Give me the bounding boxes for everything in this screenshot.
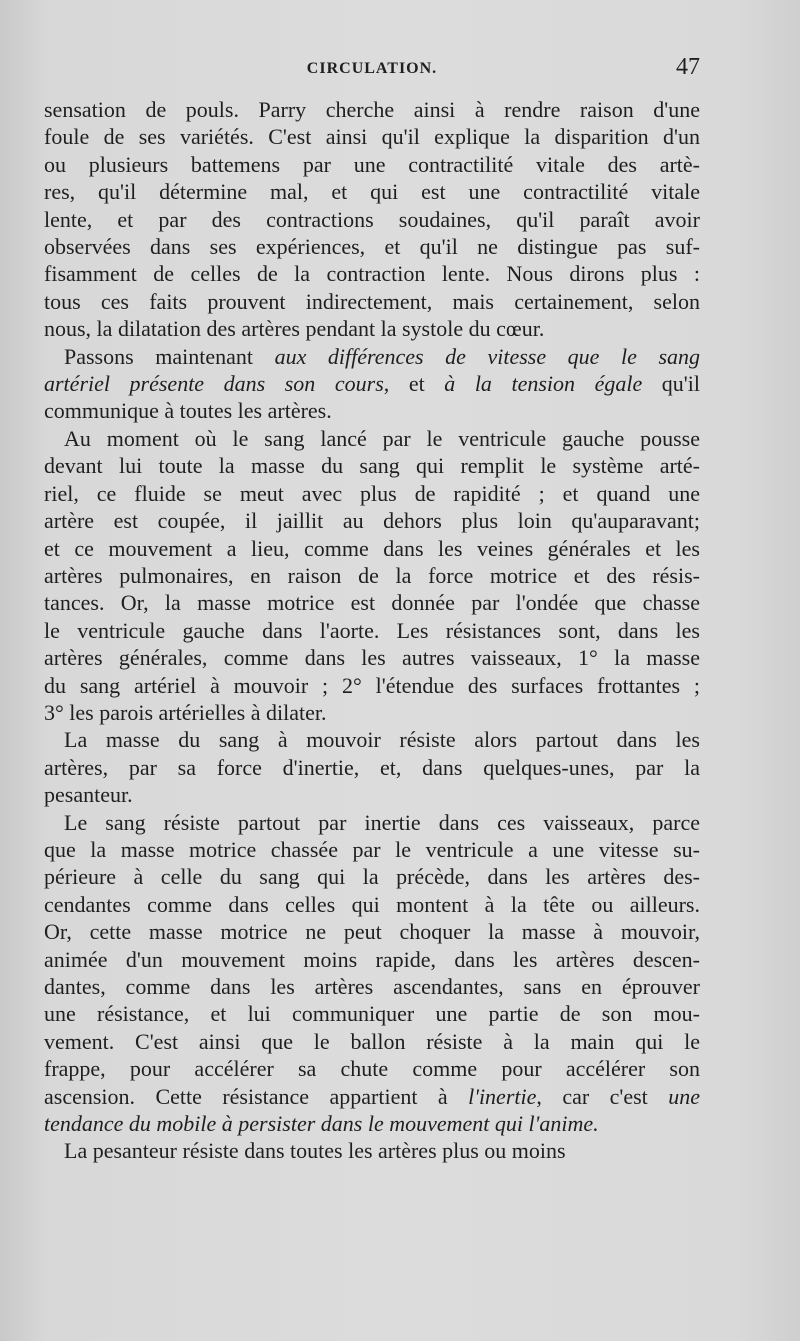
text-run: fisamment de celles de la contraction lente. Nous dirons plus :: [44, 261, 700, 287]
text-line: [44, 1055, 700, 1082]
text-run: riel, ce fluide se meut avec plus de rapidité ; et quand une: [44, 480, 700, 506]
italic-text: une: [668, 1083, 700, 1109]
text-line: [44, 315, 700, 342]
text-line: [44, 343, 700, 370]
text-line: [44, 425, 700, 452]
text-line: [44, 672, 700, 699]
text-line: [44, 178, 700, 205]
text-line: [44, 699, 700, 726]
text-line: [44, 1083, 700, 1110]
text-run: périeure à celle du sang qui la précède, dans les artères des-: [44, 864, 700, 890]
text-run: que la masse motrice chassée par le ventricule a une vitesse su-: [44, 836, 700, 862]
text-line: [44, 891, 700, 918]
text-line: [44, 397, 700, 424]
text-run: qu'il: [642, 371, 700, 397]
text-line: [44, 1137, 700, 1164]
text-line: [44, 535, 700, 562]
text-line: [44, 918, 700, 945]
text-line: [44, 754, 700, 781]
text-line: [44, 589, 700, 616]
text-run: artères, par sa force d'inertie, et, dans quelques-unes, par la: [44, 754, 700, 780]
text-run: du sang artériel à mouvoir ; 2° l'étendue des surfaces frottantes ;: [44, 672, 700, 698]
text-run: sensation de pouls. Parry cherche ainsi à rendre raison d'une: [44, 97, 700, 122]
text-run: res, qu'il détermine mal, et qui est une contractilité vitale: [44, 179, 700, 205]
paragraph: [44, 343, 700, 425]
book-page: [44, 52, 700, 1165]
text-line: [44, 1000, 700, 1027]
italic-text: l'inertie: [468, 1083, 537, 1109]
italic-text: artériel présente dans son cours: [44, 371, 384, 397]
text-run: tous ces faits prouvent indirectement, mais certainement, selon: [44, 288, 700, 314]
text-run: , car c'est: [536, 1083, 669, 1109]
italic-text: à la tension égale: [444, 371, 643, 397]
paragraph: [44, 809, 700, 1138]
text-run: animée d'un mouvement moins rapide, dans les artères descen-: [44, 946, 700, 972]
text-run: Le sang résiste partout par inertie dans ces vaisseaux, parce: [64, 809, 700, 835]
italic-text: tendance du mobile à persister dans le mouvement qui l'anime.: [44, 1111, 599, 1137]
text-run: Passons maintenant: [64, 343, 275, 369]
text-run: La pesanteur résiste dans toutes les artères plus ou moins: [64, 1138, 566, 1164]
text-run: devant lui toute la masse du sang qui remplit le système arté-: [44, 453, 700, 479]
text-run: dantes, comme dans les artères ascendantes, sans en éprouver: [44, 974, 700, 999]
text-line: [44, 233, 700, 260]
text-run: le ventricule gauche dans l'aorte. Les résistances sont, dans les: [44, 617, 700, 643]
paragraph: [44, 726, 700, 808]
body-text: [44, 96, 700, 1165]
text-run: artère est coupée, il jaillit au dehors plus loin qu'auparavant;: [44, 508, 700, 534]
italic-text: aux différences de vitesse que le sang: [274, 343, 701, 369]
running-head: [44, 52, 700, 88]
text-run: et ce mouvement a lieu, comme dans les veines générales et les: [44, 535, 700, 561]
text-line: [44, 151, 700, 178]
text-line: [44, 480, 700, 507]
text-run: ou plusieurs battemens par une contractilité vitale des artè-: [44, 151, 700, 177]
text-line: [44, 836, 700, 863]
text-line: [44, 123, 700, 150]
text-run: frappe, pour accélérer sa chute comme pour accélérer son: [44, 1056, 700, 1082]
text-run: cendantes comme dans celles qui montent à la tête ou ailleurs.: [44, 891, 700, 917]
text-run: ascension. Cette résistance appartient à: [44, 1083, 469, 1109]
text-run: , et: [383, 371, 445, 397]
text-line: [44, 809, 700, 836]
paragraph: [44, 96, 700, 343]
text-line: [44, 726, 700, 753]
text-run: une résistance, et lui communiquer une partie de son mou-: [44, 1001, 700, 1027]
text-run: communique à toutes les artères.: [44, 398, 332, 424]
text-run: lente, et par des contractions soudaines, qu'il paraît avoir: [44, 206, 700, 232]
text-line: [44, 96, 700, 123]
text-line: [44, 781, 700, 808]
text-line: [44, 562, 700, 589]
text-run: pesanteur.: [44, 782, 133, 808]
text-run: vement. C'est ainsi que le ballon résiste à la main qui le: [44, 1028, 700, 1054]
text-line: [44, 260, 700, 287]
text-run: nous, la dilatation des artères pendant la systole du cœur.: [44, 316, 545, 342]
paragraph: [44, 1137, 700, 1164]
text-line: [44, 1028, 700, 1055]
text-run: tances. Or, la masse motrice est donnée par l'ondée que chasse: [44, 590, 700, 616]
text-run: La masse du sang à mouvoir résiste alors partout dans les: [64, 727, 700, 753]
text-run: observées dans ses expériences, et qu'il ne distingue pas suf-: [44, 234, 700, 260]
text-run: Or, cette masse motrice ne peut choquer la masse à mouvoir,: [44, 919, 700, 945]
text-line: [44, 644, 700, 671]
text-line: [44, 206, 700, 233]
running-title: CIRCULATION.: [306, 60, 438, 77]
paragraph: [44, 425, 700, 726]
text-line: [44, 507, 700, 534]
text-run: artères générales, comme dans les autres vaisseaux, 1° la masse: [44, 645, 700, 671]
text-run: 3° les parois artérielles à dilater.: [44, 699, 327, 725]
text-line: [44, 946, 700, 973]
text-run: Au moment où le sang lancé par le ventricule gauche pousse: [64, 425, 700, 451]
text-line: [44, 452, 700, 479]
text-line: [44, 973, 700, 1000]
text-line: [44, 288, 700, 315]
text-line: [44, 863, 700, 890]
text-run: foule de ses variétés. C'est ainsi qu'il explique la disparition d'un: [44, 124, 700, 150]
text-line: [44, 1110, 700, 1137]
text-line: [44, 617, 700, 644]
page-number: 47: [676, 54, 700, 80]
text-line: [44, 370, 700, 397]
text-run: artères pulmonaires, en raison de la force motrice et des résis-: [44, 562, 700, 588]
